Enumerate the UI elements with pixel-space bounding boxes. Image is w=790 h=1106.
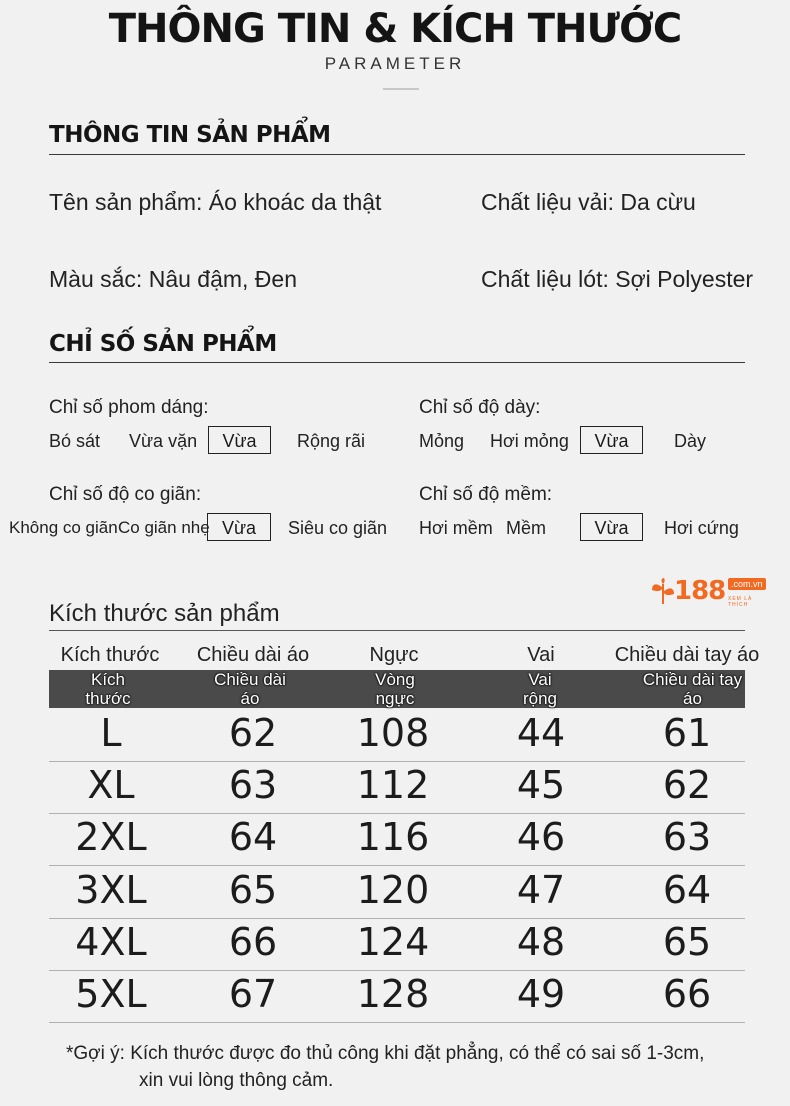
measurement-cell: 62 <box>228 711 278 755</box>
leaf-icon <box>650 578 676 606</box>
product-lining: Chất liệu lót: Sợi Polyester <box>481 266 754 292</box>
measurement-cell: 108 <box>356 711 430 755</box>
bar-column-label: Chiều dài áo <box>214 670 286 708</box>
softness-index-label: Chỉ số độ mềm: <box>419 484 553 505</box>
column-header: Ngực <box>369 644 419 666</box>
product-color: Màu sắc: Nâu đậm, Đen <box>49 266 298 292</box>
table-row-divider <box>49 761 745 762</box>
measurement-cell: 66 <box>662 972 712 1016</box>
measurement-cell: 112 <box>356 763 430 808</box>
table-row-divider <box>49 1022 745 1023</box>
indices-divider <box>49 362 745 363</box>
measurement-cell: 63 <box>662 815 712 860</box>
measurement-cell: 65 <box>662 919 712 964</box>
fit-option: Rộng rãi <box>297 431 366 451</box>
size-cell: 2XL <box>75 815 147 860</box>
column-header: Chiều dài tay áo <box>614 644 760 666</box>
table-row-divider <box>49 813 745 814</box>
fit-option: Bó sát <box>49 431 101 451</box>
measurement-cell: 62 <box>662 763 712 808</box>
measurement-cell: 45 <box>516 763 566 808</box>
measurement-cell: 48 <box>516 919 566 964</box>
measurement-cell: 66 <box>228 919 278 964</box>
thickness-option-selected: Vừa <box>580 426 643 454</box>
stretch-index-label: Chỉ số độ co giãn: <box>49 484 202 505</box>
measurement-cell: 44 <box>516 711 566 755</box>
measurement-cell: 116 <box>356 815 430 860</box>
measurement-cell: 46 <box>516 815 566 860</box>
fit-index-label: Chỉ số phom dáng: <box>49 397 209 418</box>
thickness-option: Hơi mỏng <box>490 431 569 451</box>
size-cell: L <box>100 711 122 755</box>
measurement-cell: 61 <box>662 711 712 755</box>
measurement-cell: 49 <box>516 972 566 1016</box>
thickness-option: Dày <box>674 431 707 451</box>
measurement-cell: 63 <box>228 763 278 808</box>
stretch-option-selected: Vừa <box>207 513 271 541</box>
measurement-cell: 64 <box>662 867 712 912</box>
column-header: Vai <box>527 644 555 666</box>
note-line: xin vui lòng thông cảm. <box>139 1070 334 1091</box>
page-subtitle: PARAMETER <box>324 54 466 73</box>
table-row-divider <box>49 970 745 971</box>
brand-logo <box>650 576 770 612</box>
measurement-cell: 65 <box>228 867 278 912</box>
measurement-cell: 120 <box>356 867 430 912</box>
softness-option: Hơi mềm <box>419 518 493 538</box>
fit-option-selected: Vừa <box>208 426 271 454</box>
bar-column-label: Vòng ngực <box>375 670 415 708</box>
size-cell: 5XL <box>75 972 147 1016</box>
product-info-heading: THÔNG TIN SẢN PHẨM <box>49 122 331 148</box>
product-info-divider <box>49 154 745 155</box>
measurement-cell: 124 <box>356 919 430 964</box>
thickness-option: Mỏng <box>419 431 465 451</box>
measurement-cell: 64 <box>228 815 278 860</box>
table-row-divider <box>49 918 745 919</box>
bar-column-label: Kích thước <box>85 670 131 708</box>
size-cell: 3XL <box>75 867 147 912</box>
page-title: THÔNG TIN & KÍCH THƯỚC <box>108 6 682 52</box>
logo-number: 188 <box>674 576 726 606</box>
stretch-option: Siêu co giãn <box>288 518 388 538</box>
column-header: Kích thước <box>60 644 160 666</box>
softness-option: Hơi cứng <box>664 518 739 538</box>
size-cell: XL <box>87 763 135 808</box>
note-line: *Gợi ý: Kích thước được đo thủ công khi đặt phẳng, có thể có sai số 1-3cm, <box>66 1043 705 1064</box>
stretch-option: Không co giãn <box>9 518 118 537</box>
bar-column-label: Vai rộng <box>522 670 558 708</box>
thickness-index-label: Chỉ số độ dày: <box>419 397 541 418</box>
product-fabric: Chất liệu vải: Da cừu <box>481 189 696 215</box>
logo-slogan: XEM LÀ THÍCH <box>728 596 753 608</box>
measurement-cell: 47 <box>516 867 566 912</box>
softness-option: Mềm <box>506 518 546 538</box>
softness-option-selected: Vừa <box>580 513 643 541</box>
product-name: Tên sản phẩm: Áo khoác da thật <box>49 189 382 215</box>
size-table-divider <box>49 630 745 631</box>
indices-heading: CHỈ SỐ SẢN PHẨM <box>49 331 277 357</box>
table-row-divider <box>49 865 745 866</box>
logo-domain: .com.vn <box>728 578 766 590</box>
column-header: Chiều dài áo <box>196 644 310 666</box>
measurement-cell: 67 <box>228 972 278 1016</box>
title-divider <box>383 88 419 90</box>
measurement-note <box>66 1040 704 1094</box>
size-cell: 4XL <box>75 919 147 964</box>
size-table-heading: Kích thước sản phẩm <box>49 600 280 627</box>
measurement-cell: 128 <box>356 972 430 1016</box>
bar-column-label: Chiều dài tay áo <box>642 670 743 708</box>
fit-option: Vừa vặn <box>129 431 198 451</box>
stretch-option: Co giãn nhẹ <box>118 518 210 537</box>
